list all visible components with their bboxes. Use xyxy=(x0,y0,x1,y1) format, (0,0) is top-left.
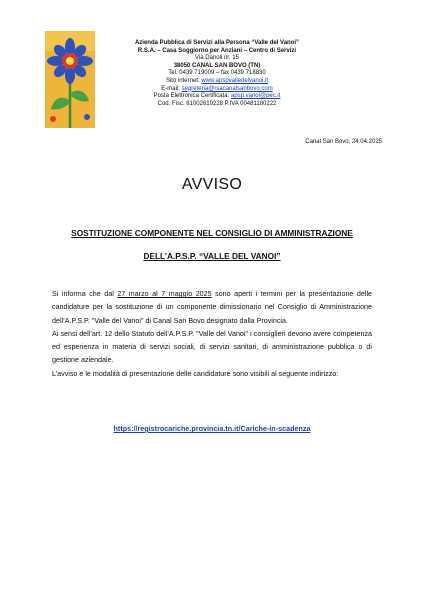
document-title: AVVISO xyxy=(181,176,243,193)
paragraph-3: L’avviso e le modalità di presentazione delle candidature sono visibili al seguente indirizzo: xyxy=(52,369,339,378)
paragraph-1 xyxy=(52,288,372,328)
org-street: Via Danoli nr. 15 xyxy=(195,55,239,62)
org-fiscal: Cod. Fisc. 81002610228 P.IVA 00481180222 xyxy=(157,100,277,107)
org-pec-line xyxy=(102,93,332,101)
pec-link[interactable]: apsp.vanoi@pec.it xyxy=(230,93,281,100)
org-phone: Tel. 0439 719009 – fax 0439 718830 xyxy=(168,70,266,77)
flower-logo xyxy=(45,31,95,128)
registry-link[interactable]: https://registrocariche.provincia.tn.it/Cariche-in-scadenza xyxy=(113,424,311,433)
document-date: Canal San Bovo, 24.04.2025 xyxy=(305,139,382,145)
email-label: E-mail: xyxy=(161,85,182,92)
document-subtitle-line2: DELL’A.P.S.P. “VALLE DEL VANOI” xyxy=(143,251,281,261)
org-website-line xyxy=(102,78,332,86)
document-body xyxy=(52,288,372,381)
org-email-line xyxy=(102,86,332,94)
document-subtitle-line1: SOSTITUZIONE COMPONENTE NEL CONSIGLIO DI AMMINISTRAZIONE xyxy=(71,228,353,238)
org-subtitle: R.S.A. – Casa Soggiorno per Anziani – Centro di Servizi xyxy=(137,47,297,54)
org-city: 38050 CANAL SAN BOVO (TN) xyxy=(173,62,261,69)
pec-label: Posta Elettronica Certificata: xyxy=(153,93,231,100)
p1-intro: Si informa che dal xyxy=(52,290,118,298)
p1-dates: 27 marzo al 7 maggio 2025 xyxy=(117,290,212,298)
paragraph-2: Ai sensi dell’art. 12 dello Statuto dell’A.P.S.P. "Valle del Vanoi" i consiglieri devono avere competenza ed esperienza in materia di servizi sociali, di servizi sanitari, di amministrazione pubblica o di gestione aziendale. xyxy=(52,329,372,365)
org-name: Azienda Pubblica di Servizi alla Persona “Valle del Vanoi” xyxy=(134,40,300,46)
website-link[interactable]: www.apspvalledelvanoi.it xyxy=(201,77,269,84)
website-label: Sito internet: xyxy=(165,77,202,84)
email-link[interactable]: segreteria@rsacanalsanbovo.com xyxy=(181,85,273,92)
p1-rest: sono aperti i termini per la presentazione delle candidature per la sostituzione di un componente dimissionario nel Consiglio di Amministrazione dell’A.P.S.P. "Valle del Vanoi" di Canal San Bovo designato dalla Provincia. xyxy=(52,290,372,325)
organization-header xyxy=(102,40,332,108)
